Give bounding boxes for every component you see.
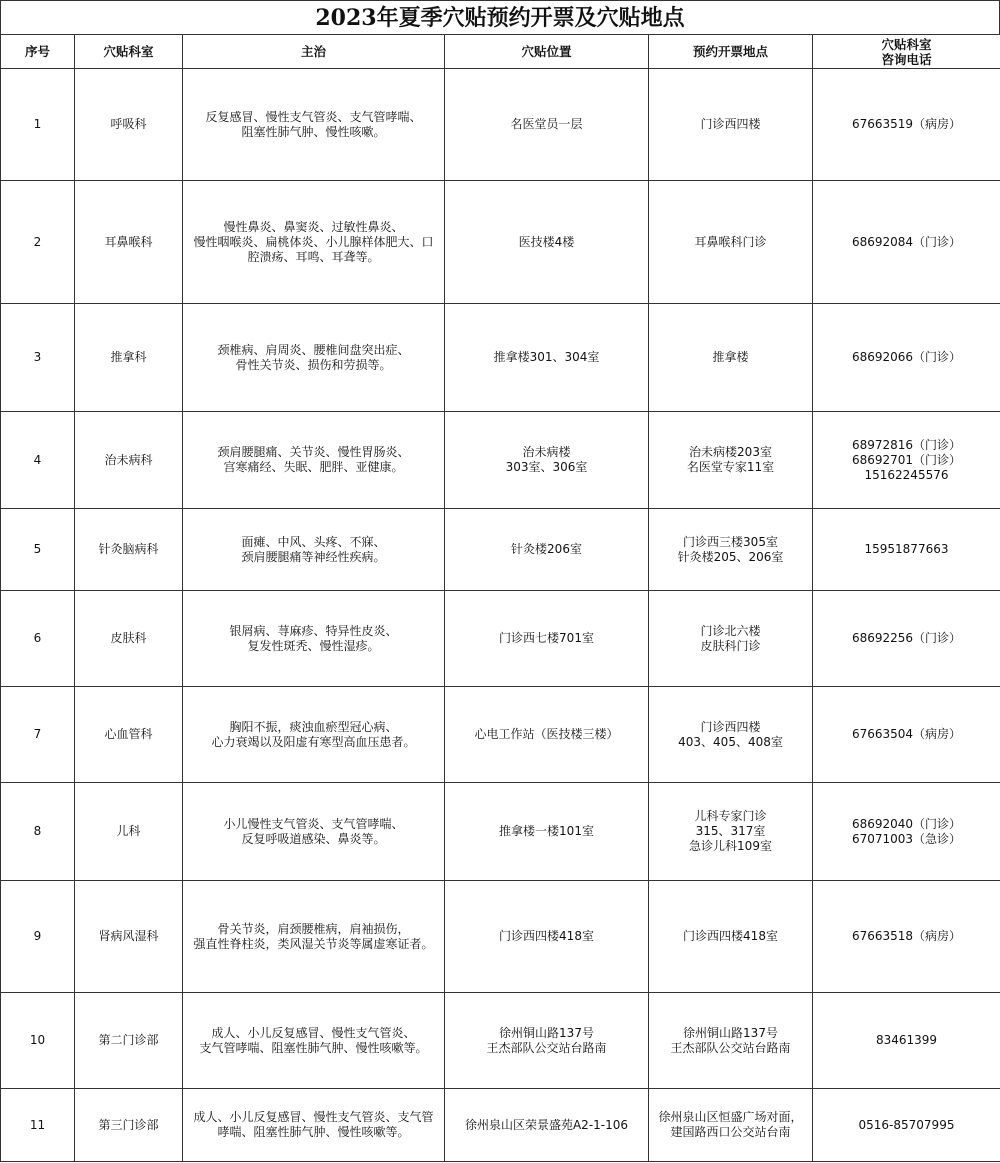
table-row bbox=[1, 881, 1000, 993]
cell-location: 治未病楼 303室、306室 bbox=[445, 412, 649, 509]
cell-treatment: 成人、小儿反复感冒、慢性支气管炎、 支气管哮喘、阻塞性肺气肿、慢性咳嗽等。 bbox=[183, 993, 445, 1089]
cell-treatment: 颈肩腰腿痛、关节炎、慢性胃肠炎、 宫寒痛经、失眠、肥胖、亚健康。 bbox=[183, 412, 445, 509]
schedule-table bbox=[0, 34, 1000, 1162]
cell-index: 6 bbox=[1, 591, 75, 687]
cell-index: 3 bbox=[1, 304, 75, 412]
cell-index: 4 bbox=[1, 412, 75, 509]
cell-phone: 83461399 bbox=[813, 993, 1000, 1089]
cell-index: 2 bbox=[1, 181, 75, 304]
cell-phone: 68692256（门诊） bbox=[813, 591, 1000, 687]
cell-phone: 68972816（门诊） 68692701（门诊） 15162245576 bbox=[813, 412, 1000, 509]
cell-department: 治未病科 bbox=[75, 412, 183, 509]
cell-treatment: 慢性鼻炎、鼻窦炎、过敏性鼻炎、 慢性咽喉炎、扁桃体炎、小儿腺样体肥大、口 腔溃疡、耳鸣、耳聋等。 bbox=[183, 181, 445, 304]
table-row bbox=[1, 1089, 1000, 1162]
cell-booking: 门诊北六楼 皮肤科门诊 bbox=[649, 591, 813, 687]
cell-treatment: 胸阳不振，痰浊血瘀型冠心病、 心力衰竭以及阳虚有寒型高血压患者。 bbox=[183, 687, 445, 783]
cell-booking: 徐州铜山路137号 王杰部队公交站台路南 bbox=[649, 993, 813, 1089]
header-index: 序号 bbox=[1, 35, 75, 69]
cell-location: 徐州泉山区荣景盛苑A2-1-106 bbox=[445, 1089, 649, 1162]
cell-location: 徐州铜山路137号 王杰部队公交站台路南 bbox=[445, 993, 649, 1089]
cell-phone: 67663519（病房） bbox=[813, 69, 1000, 181]
table-row bbox=[1, 412, 1000, 509]
cell-department: 皮肤科 bbox=[75, 591, 183, 687]
cell-department: 呼吸科 bbox=[75, 69, 183, 181]
cell-index: 11 bbox=[1, 1089, 75, 1162]
cell-booking: 门诊西四楼418室 bbox=[649, 881, 813, 993]
table-row bbox=[1, 591, 1000, 687]
cell-treatment: 反复感冒、慢性支气管炎、支气管哮喘、 阻塞性肺气肿、慢性咳嗽。 bbox=[183, 69, 445, 181]
cell-treatment: 颈椎病、肩周炎、腰椎间盘突出症、 骨性关节炎、损伤和劳损等。 bbox=[183, 304, 445, 412]
cell-department: 第二门诊部 bbox=[75, 993, 183, 1089]
cell-location: 针灸楼206室 bbox=[445, 509, 649, 591]
header-location: 穴贴位置 bbox=[445, 35, 649, 69]
cell-index: 1 bbox=[1, 69, 75, 181]
table-row bbox=[1, 783, 1000, 881]
table-row bbox=[1, 687, 1000, 783]
cell-booking: 门诊西四楼 403、405、408室 bbox=[649, 687, 813, 783]
header-phone: 穴贴科室 咨询电话 bbox=[813, 35, 1000, 69]
header-row bbox=[1, 35, 1000, 69]
cell-department: 耳鼻喉科 bbox=[75, 181, 183, 304]
cell-phone: 68692066（门诊） bbox=[813, 304, 1000, 412]
cell-phone: 67663518（病房） bbox=[813, 881, 1000, 993]
table-row bbox=[1, 993, 1000, 1089]
cell-index: 9 bbox=[1, 881, 75, 993]
cell-department: 针灸脑病科 bbox=[75, 509, 183, 591]
cell-index: 7 bbox=[1, 687, 75, 783]
cell-location: 推拿楼301、304室 bbox=[445, 304, 649, 412]
cell-booking: 门诊西四楼 bbox=[649, 69, 813, 181]
table-row bbox=[1, 509, 1000, 591]
cell-location: 心电工作站（医技楼三楼） bbox=[445, 687, 649, 783]
cell-booking: 治未病楼203室 名医堂专家11室 bbox=[649, 412, 813, 509]
cell-booking: 推拿楼 bbox=[649, 304, 813, 412]
cell-department: 心血管科 bbox=[75, 687, 183, 783]
cell-index: 8 bbox=[1, 783, 75, 881]
cell-department: 肾病风湿科 bbox=[75, 881, 183, 993]
cell-department: 第三门诊部 bbox=[75, 1089, 183, 1162]
cell-booking: 门诊西三楼305室 针灸楼205、206室 bbox=[649, 509, 813, 591]
cell-booking: 徐州泉山区恒盛广场对面， 建国路西口公交站台南 bbox=[649, 1089, 813, 1162]
cell-location: 医技楼4楼 bbox=[445, 181, 649, 304]
cell-index: 10 bbox=[1, 993, 75, 1089]
table-row bbox=[1, 69, 1000, 181]
cell-phone: 15951877663 bbox=[813, 509, 1000, 591]
cell-location: 门诊西四楼418室 bbox=[445, 881, 649, 993]
header-treatment: 主治 bbox=[183, 35, 445, 69]
table-row bbox=[1, 304, 1000, 412]
cell-booking: 儿科专家门诊 315、317室 急诊儿科109室 bbox=[649, 783, 813, 881]
cell-phone: 68692084（门诊） bbox=[813, 181, 1000, 304]
cell-treatment: 小儿慢性支气管炎、支气管哮喘、 反复呼吸道感染、鼻炎等。 bbox=[183, 783, 445, 881]
cell-location: 名医堂员一层 bbox=[445, 69, 649, 181]
cell-treatment: 银屑病、荨麻疹、特异性皮炎、 复发性斑秃、慢性湿疹。 bbox=[183, 591, 445, 687]
cell-phone: 0516-85707995 bbox=[813, 1089, 1000, 1162]
cell-treatment: 成人、小儿反复感冒、慢性支气管炎、支气管 哮喘、阻塞性肺气肿、慢性咳嗽等。 bbox=[183, 1089, 445, 1162]
cell-booking: 耳鼻喉科门诊 bbox=[649, 181, 813, 304]
cell-phone: 67663504（病房） bbox=[813, 687, 1000, 783]
cell-index: 5 bbox=[1, 509, 75, 591]
cell-department: 推拿科 bbox=[75, 304, 183, 412]
cell-phone: 68692040（门诊） 67071003（急诊） bbox=[813, 783, 1000, 881]
cell-location: 推拿楼一楼101室 bbox=[445, 783, 649, 881]
header-department: 穴贴科室 bbox=[75, 35, 183, 69]
table-row bbox=[1, 181, 1000, 304]
header-booking: 预约开票地点 bbox=[649, 35, 813, 69]
cell-location: 门诊西七楼701室 bbox=[445, 591, 649, 687]
page-title: 2023年夏季穴贴预约开票及穴贴地点 bbox=[0, 0, 1000, 34]
cell-department: 儿科 bbox=[75, 783, 183, 881]
cell-treatment: 面瘫、中风、头疼、不寐、 颈肩腰腿痛等神经性疾病。 bbox=[183, 509, 445, 591]
cell-treatment: 骨关节炎，肩颈腰椎病，肩袖损伤， 强直性脊柱炎，类风湿关节炎等属虚寒证者。 bbox=[183, 881, 445, 993]
